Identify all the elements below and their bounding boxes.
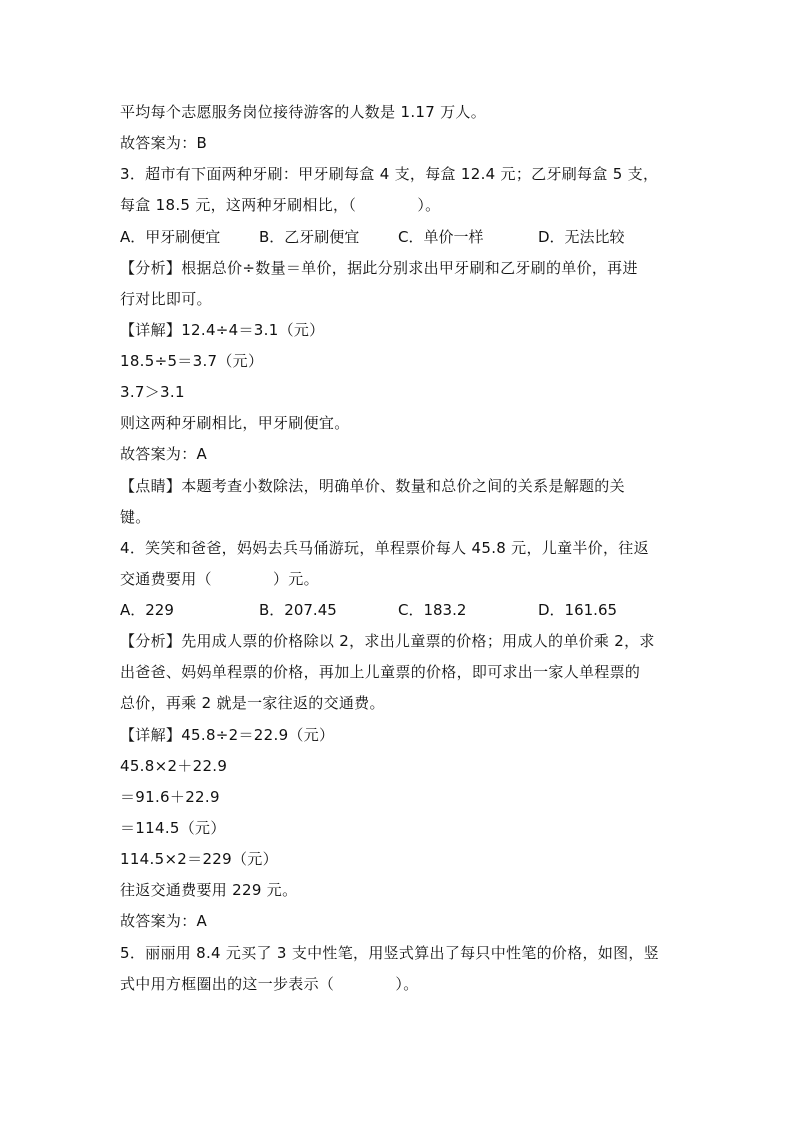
q3-option-b: B．乙牙刷便宜 xyxy=(259,228,360,246)
question-4-stem: 4．笑笑和爸爸，妈妈去兵马俑游玩，单程票价每人 45.8 元，儿童半价，往返 xyxy=(120,539,649,557)
q4-option-d: D．161.65 xyxy=(538,601,618,619)
analysis-text: 总价，再乘 2 就是一家往返的交通费。 xyxy=(120,694,385,712)
analysis-text: 【分析】根据总价÷数量＝单价，据此分别求出甲牙刷和乙牙刷的单价，再进 xyxy=(120,259,638,277)
question-3-stem: 3．超市有下面两种牙刷：甲牙刷每盒 4 支，每盒 12.4 元；乙牙刷每盒 5 支， xyxy=(120,165,659,183)
analysis-text: 出爸爸、妈妈单程票的价格，再加上儿童票的价格，即可求出一家人单程票的 xyxy=(120,663,641,681)
q3-option-c: C．单价一样 xyxy=(398,228,484,246)
answer-text: 故答案为：A xyxy=(120,912,208,930)
analysis-text: 行对比即可。 xyxy=(120,290,212,308)
text-line: 平均每个志愿服务岗位接待游客的人数是 1.17 万人。 xyxy=(120,103,487,121)
question-5-stem: 5．丽丽用 8.4 元买了 3 支中性笔，用竖式算出了每只中性笔的价格，如图，竖 xyxy=(120,944,660,962)
solution-text: ＝114.5（元） xyxy=(120,819,226,837)
q3-option-d: D．无法比较 xyxy=(538,228,625,246)
question-5-stem: 式中用方框圈出的这一步表示（ ）。 xyxy=(120,975,419,993)
question-4-stem: 交通费要用（ ）元。 xyxy=(120,570,319,588)
solution-text: ＝91.6＋22.9 xyxy=(120,788,220,806)
q4-option-c: C．183.2 xyxy=(398,601,467,619)
answer-text: 故答案为：A xyxy=(120,445,208,463)
solution-text: 往返交通费要用 229 元。 xyxy=(120,881,298,899)
analysis-text: 【分析】先用成人票的价格除以 2，求出儿童票的价格；用成人的单价乘 2，求 xyxy=(120,632,655,650)
question-3-stem: 每盒 18.5 元，这两种牙刷相比，（ ）。 xyxy=(120,196,441,214)
text-line: 故答案为：B xyxy=(120,134,208,152)
q4-option-a: A．229 xyxy=(120,601,174,619)
solution-text: 【详解】45.8÷2＝22.9（元） xyxy=(120,726,335,744)
solution-text: 114.5×2＝229（元） xyxy=(120,850,278,868)
comment-text: 【点睛】本题考查小数除法，明确单价、数量和总价之间的关系是解题的关 xyxy=(120,477,625,495)
q4-option-b: B．207.45 xyxy=(259,601,337,619)
comment-text: 键。 xyxy=(120,508,151,526)
solution-text: 3.7＞3.1 xyxy=(120,383,185,401)
solution-text: 则这两种牙刷相比，甲牙刷便宜。 xyxy=(120,414,350,432)
solution-text: 【详解】12.4÷4＝3.1（元） xyxy=(120,321,325,339)
solution-text: 18.5÷5＝3.7（元） xyxy=(120,352,264,370)
solution-text: 45.8×2＋22.9 xyxy=(120,757,228,775)
q3-option-a: A．甲牙刷便宜 xyxy=(120,228,221,246)
